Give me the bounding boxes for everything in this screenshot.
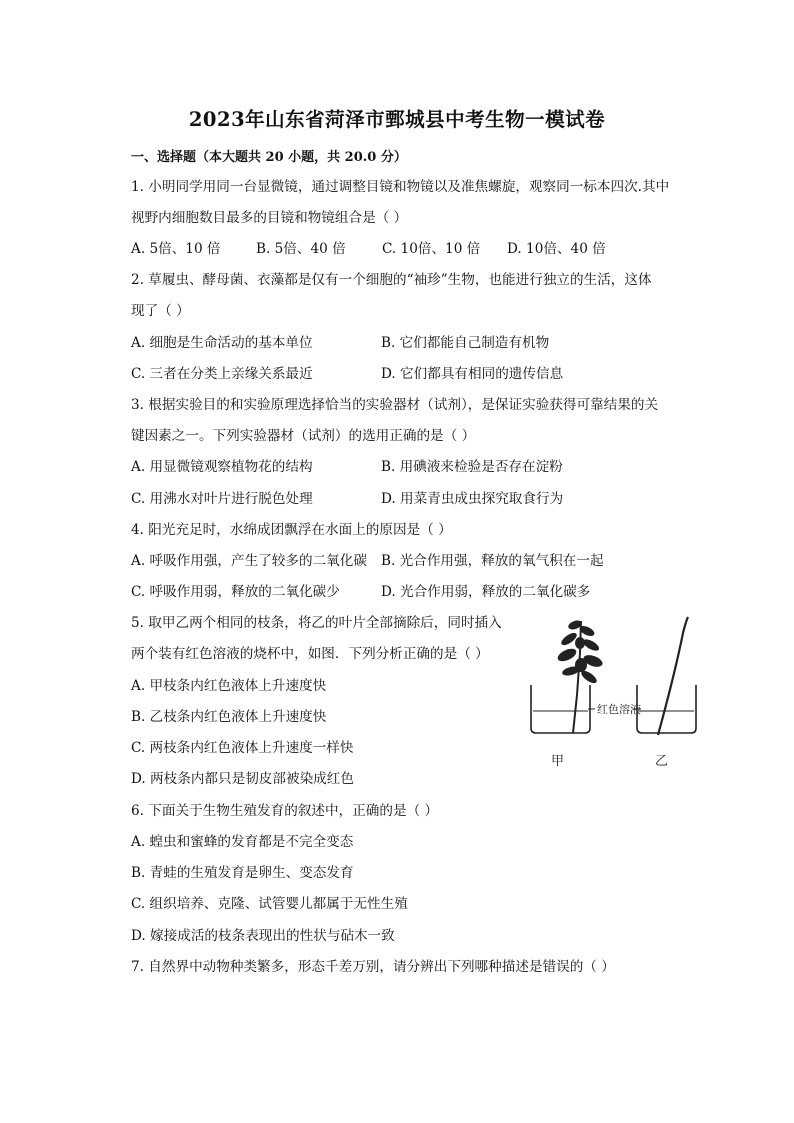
q4-option-d: D. 光合作用弱，释放的二氧化碳多 — [381, 584, 591, 600]
q1-option-c: C. 10倍、10 倍 — [382, 241, 481, 257]
q5-option-a: A. 甲枝条内红色液体上升速度快 — [131, 678, 327, 694]
figure-label-yi: 乙 — [655, 754, 669, 769]
figure-label-jia: 甲 — [551, 754, 565, 769]
q5-option-d: D. 两枝条内都只是韧皮部被染成红色 — [131, 771, 354, 787]
q2-stem-line2: 现了（ ） — [131, 303, 190, 319]
q3-option-b: B. 用碘液来检验是否存在淀粉 — [381, 459, 563, 475]
q3-stem-line2: 键因素之一。下列实验器材（试剂）的选用正确的是（ ） — [131, 428, 476, 444]
q1-stem-line2: 视野内细胞数目最多的目镜和物镜组合是（ ） — [131, 210, 408, 226]
q2-option-d: D. 它们都具有相同的遗传信息 — [381, 366, 564, 382]
q1-stem-line1: 1. 小明同学用同一台显微镜，通过调整目镜和物镜以及准焦螺旋，观察同一标本四次.其中 — [131, 179, 670, 195]
q3-option-a: A. 用显微镜观察植物花的结构 — [131, 459, 313, 475]
q5-figure — [525, 613, 700, 773]
q1-option-b: B. 5倍、40 倍 — [256, 241, 346, 257]
q5-option-b: B. 乙枝条内红色液体上升速度快 — [131, 709, 327, 725]
q4-option-b: B. 光合作用强，释放的氧气积在一起 — [381, 553, 604, 569]
q1-option-d: D. 10倍、40 倍 — [507, 241, 606, 257]
q6-stem-line1: 6. 下面关于生物生殖发育的叙述中，正确的是（ ） — [131, 803, 439, 819]
q4-option-c: C. 呼吸作用弱，释放的二氧化碳少 — [131, 584, 340, 600]
q4-stem-line1: 4. 阳光充足时，水绵成团飘浮在水面上的原因是（ ） — [131, 522, 452, 538]
q2-stem-line1: 2. 草履虫、酵母菌、衣藻都是仅有一个细胞的“袖珍”生物，也能进行独立的生活，这体 — [131, 272, 652, 288]
page-title: 2023年山东省菏泽市鄄城县中考生物一模试卷 — [188, 108, 606, 131]
q6-option-d: D. 嫁接成活的枝条表现出的性状与砧木一致 — [131, 928, 395, 944]
q2-option-c: C. 三者在分类上亲缘关系最近 — [131, 366, 313, 382]
q5-stem-line2: 两个装有红色溶液的烧杯中，如图．下列分析正确的是（ ） — [131, 646, 489, 662]
q3-stem-line1: 3. 根据实验目的和实验原理选择恰当的实验器材（试剂），是保证实验获得可靠结果的关 — [131, 397, 659, 413]
beakers-illustration — [525, 613, 700, 773]
beaker-jia-icon — [531, 685, 590, 733]
q7-stem-line1: 7. 自然界中动物种类繁多，形态千差万别，请分辨出下列哪种描述是错误的（ ） — [131, 959, 615, 975]
branch-yi-icon — [658, 617, 688, 735]
q5-stem-line1: 5. 取甲乙两个相同的枝条，将乙的叶片全部摘除后，同时插入 — [131, 615, 502, 631]
q1-option-a: A. 5倍、10 倍 — [131, 241, 221, 257]
q6-option-c: C. 组织培养、克隆、试管婴儿都属于无性生殖 — [131, 896, 408, 912]
q2-option-b: B. 它们都能自己制造有机物 — [381, 335, 550, 351]
section-heading: 一、选择题（本大题共 20 小题，共 20.0 分） — [131, 150, 407, 165]
figure-label-liquid: 红色溶液 — [597, 703, 641, 716]
q2-option-a: A. 细胞是生命活动的基本单位 — [131, 335, 313, 351]
q3-option-c: C. 用沸水对叶片进行脱色处理 — [131, 491, 313, 507]
q3-option-d: D. 用菜青虫成虫探究取食行为 — [381, 491, 564, 507]
q5-option-c: C. 两枝条内红色液体上升速度一样快 — [131, 740, 354, 756]
q4-option-a: A. 呼吸作用强，产生了较多的二氧化碳 — [131, 553, 367, 569]
q6-option-b: B. 青蛙的生殖发育是卵生、变态发育 — [131, 865, 354, 881]
q6-option-a: A. 蝗虫和蜜蜂的发育都是不完全变态 — [131, 834, 354, 850]
beaker-yi-icon — [637, 685, 696, 733]
